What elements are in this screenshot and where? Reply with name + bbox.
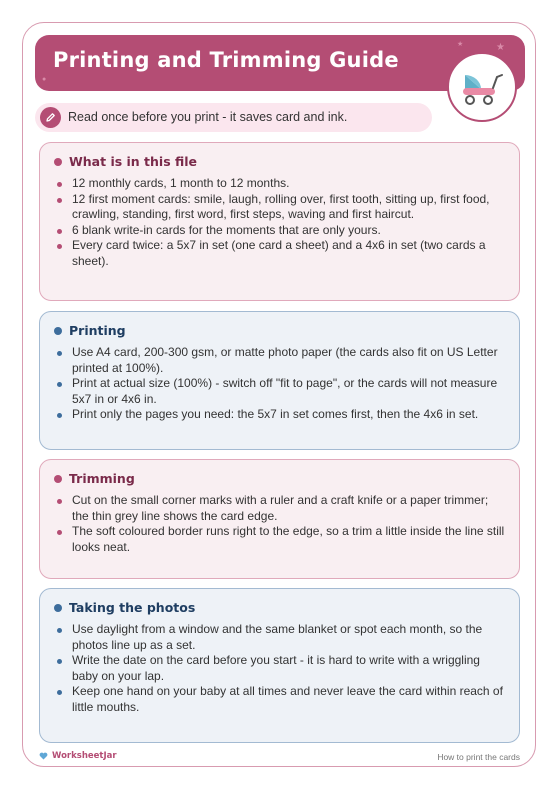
intro-banner	[35, 103, 432, 132]
pencil-badge	[40, 107, 61, 128]
list-item: Cut on the small corner marks with a ruler and a craft knife or a paper trimmer; the thin grey line shows the card edge.	[54, 493, 505, 524]
section-heading	[54, 600, 195, 615]
section-list	[54, 345, 505, 423]
sparkle-icon: ●	[42, 76, 47, 83]
list-item: Use daylight from a window and the same blanket or spot each month, so the photos line up as a set.	[54, 622, 505, 653]
list-item: Print at actual size (100%) - switch off "fit to page", or the cards will not measure 5x7 in or 4x6 in.	[54, 376, 505, 407]
section-title: Printing	[69, 323, 126, 338]
bullet-dot-icon	[54, 327, 62, 335]
section-trimming	[39, 459, 520, 579]
list-item: The soft coloured border runs right to the edge, so a trim a little inside the line still looks neat.	[54, 524, 505, 555]
logo-badge	[447, 52, 517, 122]
section-title: Trimming	[69, 471, 135, 486]
bullet-dot-icon	[54, 158, 62, 166]
section-heading	[54, 154, 197, 169]
brand-name: WorksheetJar	[52, 751, 117, 761]
list-item: 6 blank write-in cards for the moments that are only yours.	[54, 223, 505, 239]
section-title: Taking the photos	[69, 600, 196, 615]
section-title: What is in this file	[69, 154, 198, 169]
list-item: 12 first moment cards: smile, laugh, rolling over, first tooth, sitting up, first food, crawling, standing, first word, first steps, waving and first haircut.	[54, 192, 505, 223]
list-item: 12 monthly cards, 1 month to 12 months.	[54, 176, 505, 192]
section-heading	[54, 323, 126, 338]
page-title: Printing and Trimming Guide	[53, 48, 399, 72]
pram-icon	[459, 67, 505, 107]
list-item: Use A4 card, 200-300 gsm, or matte photo paper (the cards also fit on US Letter printed at 100%).	[54, 345, 505, 376]
pencil-icon	[45, 112, 56, 123]
footer-note: How to print the cards	[437, 752, 520, 762]
list-item: Every card twice: a 5x7 in set (one card a sheet) and a 4x6 in set (two cards a sheet).	[54, 238, 505, 269]
section-list	[54, 622, 505, 715]
sparkle-icon: ★	[496, 42, 505, 53]
section-taking-photos	[39, 588, 520, 743]
footer-brand	[39, 751, 117, 761]
bullet-dot-icon	[54, 604, 62, 612]
section-list	[54, 176, 505, 269]
heart-icon	[39, 752, 48, 760]
list-item: Keep one hand on your baby at all times and never leave the card within reach of little mouths.	[54, 684, 505, 715]
section-heading	[54, 471, 135, 486]
section-printing	[39, 311, 520, 450]
bullet-dot-icon	[54, 475, 62, 483]
section-whats-in-file	[39, 142, 520, 301]
sparkle-icon: ★	[457, 41, 464, 48]
section-list	[54, 493, 505, 555]
list-item: Write the date on the card before you start - it is hard to write with a wriggling baby on your lap.	[54, 653, 505, 684]
intro-text: Read once before you print - it saves card and ink.	[68, 110, 348, 124]
list-item: Print only the pages you need: the 5x7 in set comes first, then the 4x6 in set.	[54, 407, 505, 423]
